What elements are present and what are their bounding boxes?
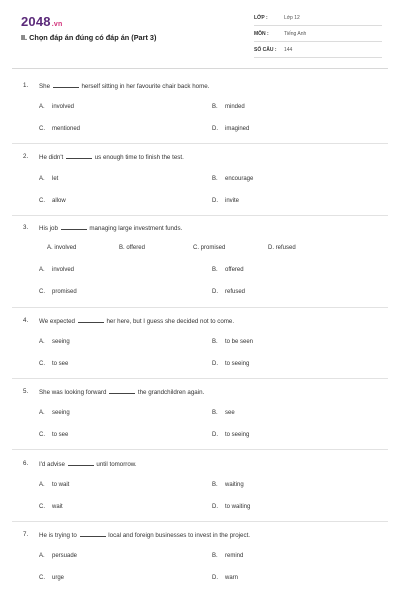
header-divider: [12, 68, 388, 69]
question-number: 3.: [23, 224, 29, 231]
meta-count: [254, 44, 382, 58]
option-letter: B.: [212, 267, 218, 273]
option-a[interactable]: [39, 267, 74, 273]
option-letter: C.: [39, 126, 45, 132]
option-letter: A.: [39, 267, 45, 273]
option-b[interactable]: [212, 176, 253, 182]
option-text: remind: [225, 553, 244, 559]
option-letter: B.: [212, 410, 218, 416]
question-stem-before: She: [39, 83, 51, 90]
question-text: [39, 460, 137, 468]
option-text: mentioned: [52, 126, 81, 132]
meta-key: MÔN :: [254, 31, 269, 37]
option-letter: C.: [39, 361, 45, 367]
logo-ext: .vn: [51, 21, 63, 28]
question-separator: [12, 215, 388, 216]
hint-option-c: C. promised: [193, 245, 226, 251]
question-stem-after: the grandchildren again.: [137, 389, 205, 396]
option-a[interactable]: [39, 339, 70, 345]
question-text: [39, 317, 234, 325]
option-a[interactable]: [39, 410, 70, 416]
option-letter: A.: [39, 104, 45, 110]
question-text: [39, 153, 184, 161]
option-a[interactable]: [39, 482, 69, 488]
option-d[interactable]: [212, 504, 250, 510]
option-d[interactable]: [212, 126, 249, 132]
option-letter: C.: [39, 575, 45, 581]
option-text: encourage: [225, 176, 254, 182]
option-letter: C.: [39, 198, 45, 204]
option-letter: B.: [212, 553, 218, 559]
question-text: [39, 224, 182, 232]
option-text: to wait: [52, 482, 70, 488]
section-title: II. Chọn đáp án đúng có đáp án (Part 3): [21, 33, 157, 42]
option-text: seeing: [52, 410, 70, 416]
option-a[interactable]: [39, 104, 74, 110]
hint-option-d: D. refused: [268, 245, 296, 251]
option-letter: A.: [39, 339, 45, 345]
question-stem-after: herself sitting in her favourite chair back home.: [81, 83, 210, 90]
option-c[interactable]: [39, 198, 66, 204]
option-text: invite: [225, 198, 240, 204]
question-text: [39, 388, 204, 396]
option-text: involved: [52, 104, 75, 110]
question-stem-before: He is trying to: [39, 532, 77, 539]
option-text: to seeing: [225, 361, 250, 367]
option-c[interactable]: [39, 432, 68, 438]
option-text: promised: [52, 289, 77, 295]
answer-blank: [109, 388, 135, 394]
meta-class: [254, 12, 382, 26]
option-a[interactable]: [39, 553, 77, 559]
question-stem-after: us enough time to finish the test.: [94, 154, 184, 161]
option-b[interactable]: [212, 104, 245, 110]
option-letter: D.: [212, 289, 218, 295]
option-letter: A.: [39, 176, 45, 182]
meta-value: 144: [284, 47, 293, 53]
hint-option-a: A. involved: [47, 245, 77, 251]
question-stem-after: local and foreign businesses to invest in the project.: [108, 532, 251, 539]
option-text: to see: [52, 361, 69, 367]
option-text: warn: [225, 575, 239, 581]
option-letter: C.: [39, 432, 45, 438]
question-text: [39, 82, 209, 90]
question-stem-before: We expected: [39, 318, 76, 325]
option-d[interactable]: [212, 289, 245, 295]
option-text: see: [225, 410, 235, 416]
option-b[interactable]: [212, 553, 243, 559]
option-text: persuade: [52, 553, 78, 559]
option-text: waiting: [225, 482, 244, 488]
meta-value: Tiếng Anh: [284, 31, 307, 37]
worksheet-header: [0, 0, 400, 70]
option-c[interactable]: [39, 289, 77, 295]
question-stem-before: His job: [39, 225, 58, 232]
option-letter: D.: [212, 198, 218, 204]
question-number: 4.: [23, 317, 29, 324]
meta-key: LỚP :: [254, 15, 268, 21]
hint-option-b: B. offered: [119, 245, 145, 251]
option-b[interactable]: [212, 339, 253, 345]
option-d[interactable]: [212, 198, 239, 204]
option-letter: B.: [212, 482, 218, 488]
option-letter: C.: [39, 504, 45, 510]
option-d[interactable]: [212, 432, 249, 438]
option-text: seeing: [52, 339, 70, 345]
option-text: let: [52, 176, 59, 182]
option-text: to seeing: [225, 432, 250, 438]
option-letter: C.: [39, 289, 45, 295]
option-b[interactable]: [212, 267, 244, 273]
option-letter: B.: [212, 176, 218, 182]
option-text: to see: [52, 432, 69, 438]
answer-blank: [78, 317, 104, 323]
option-text: refused: [225, 289, 246, 295]
option-letter: B.: [212, 104, 218, 110]
question-stem-after: her here, but I guess she decided not to come.: [106, 318, 235, 325]
option-text: involved: [52, 267, 75, 273]
option-letter: A.: [39, 553, 45, 559]
site-logo[interactable]: [21, 14, 62, 29]
meta-value: Lớp 12: [284, 15, 300, 21]
option-letter: A.: [39, 410, 45, 416]
question-number: 5.: [23, 388, 29, 395]
option-letter: D.: [212, 575, 218, 581]
option-b[interactable]: [212, 482, 244, 488]
option-text: wait: [52, 504, 63, 510]
meta-key: SỐ CÂU :: [254, 47, 277, 53]
question-separator: [12, 521, 388, 522]
question-separator: [12, 307, 388, 308]
option-letter: D.: [212, 432, 218, 438]
question-text: [39, 531, 250, 539]
option-d[interactable]: [212, 361, 249, 367]
option-text: imagined: [225, 126, 250, 132]
option-letter: A.: [39, 482, 45, 488]
option-text: to be seen: [225, 339, 254, 345]
option-text: minded: [225, 104, 245, 110]
option-c[interactable]: [39, 575, 64, 581]
option-letter: D.: [212, 361, 218, 367]
answer-blank: [80, 531, 106, 537]
option-c[interactable]: [39, 504, 63, 510]
option-b[interactable]: [212, 410, 235, 416]
question-separator: [12, 143, 388, 144]
answer-blank: [66, 153, 92, 159]
question-number: 1.: [23, 82, 29, 89]
question-separator: [12, 378, 388, 379]
option-letter: D.: [212, 126, 218, 132]
question-stem-before: She was looking forward: [39, 389, 107, 396]
question-stem-after: managing large investment funds.: [89, 225, 183, 232]
question-separator: [12, 449, 388, 450]
question-stem-before: He didn't: [39, 154, 64, 161]
answer-blank: [61, 224, 87, 230]
option-letter: D.: [212, 504, 218, 510]
answer-blank: [53, 82, 79, 88]
logo-main: 2048: [21, 14, 51, 29]
question-stem-after: until tomorrow.: [96, 461, 137, 468]
option-a[interactable]: [39, 176, 58, 182]
option-text: offered: [225, 267, 244, 273]
answer-blank: [68, 460, 94, 466]
meta-subject: [254, 28, 382, 42]
question-number: 2.: [23, 153, 29, 160]
option-text: urge: [52, 575, 65, 581]
question-number: 7.: [23, 531, 29, 538]
option-text: allow: [52, 198, 66, 204]
option-c[interactable]: [39, 126, 80, 132]
question-stem-before: I'd advise: [39, 461, 65, 468]
option-letter: B.: [212, 339, 218, 345]
question-number: 6.: [23, 460, 29, 467]
option-text: to waiting: [225, 504, 251, 510]
option-d[interactable]: [212, 575, 238, 581]
option-c[interactable]: [39, 361, 68, 367]
